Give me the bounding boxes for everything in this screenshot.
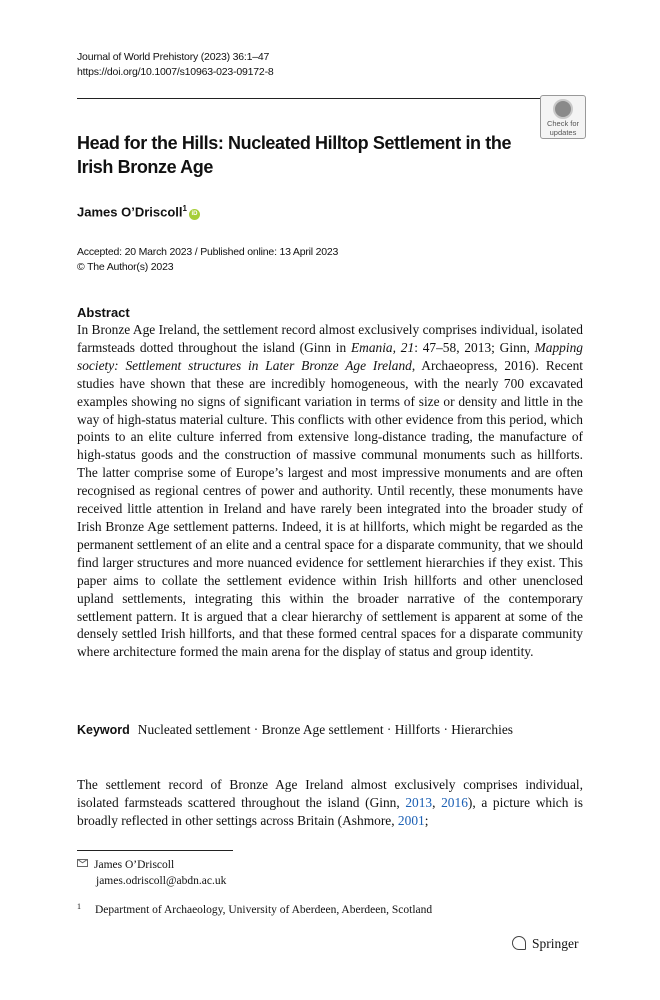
intro-part-3: ), a picture which is broadly reflected in other settings across Britain (Ashmore, xyxy=(77,794,583,828)
publisher-name: Springer xyxy=(532,936,579,951)
abstract-text xyxy=(77,321,583,661)
abstract-emania: Emania, 21 xyxy=(350,339,415,355)
abstract-part-1: In Bronze Age Ireland, the settlement record almost exclusively comprises individual, isolated farmsteads dotted throughout the island (Ginn in xyxy=(77,322,583,355)
abstract-part-3: , Archaeopress, 2016). Recent studies have shown that these are incredibly homogeneous, with the nearly 700 excavated examples showing no signs of significant variation in terms of size or density and little in the way of high-status material culture. This conflicts with other evidence from this period, which points to an elite culture inferred from extensive long-distance trading, the manufacture of high-status goods and the construction of massive communal monuments such as hillforts. The latter comprise some of Europe’s largest and most impressive monuments and are often recognised as regional centres of power and authority. Until recently, these monuments have received little attention in Ireland and have rarely been integrated into the broader study of Irish Bronze Age settlement patterns. Indeed, it is at hillforts, which might be regarded as the permanent settlement of an elite and a central space for a disparate community, that we should find larger structures and more nuanced evidence for settlement hierarchies if they exist. This paper aims to collate the settlement evidence within Irish hillforts and other unenclosed upland settlements, integrating this within the broader narrative of the contemporary settlement pattern. It is argued that a clear hierarchy of settlement is apparent at some of the densely settled Irish hillforts, and that these formed central spaces for a disparate community where architecture formed the main arena for the display of status and group identity. xyxy=(77,357,584,660)
ref-2016-link[interactable]: 2016 xyxy=(441,794,468,810)
header-rule xyxy=(77,98,583,99)
abstract-part-2: : 47–58, 2013; Ginn, xyxy=(414,339,535,355)
springer-logo xyxy=(512,936,579,952)
abstract-heading: Abstract xyxy=(77,305,130,320)
paper-title: Head for the Hills: Nucleated Hilltop Settlement in the Irish Bronze Age xyxy=(77,133,512,177)
author-name[interactable]: James O’Driscoll xyxy=(77,204,183,220)
ref-2013-link[interactable]: 2013 xyxy=(405,794,433,810)
keywords-text: Nucleated settlement · Bronze Age settlement · Hillforts · Hierarchies xyxy=(137,722,513,737)
copyright: © The Author(s) 2023 xyxy=(77,261,174,273)
corresponding-email[interactable]: james.odriscoll@abdn.ac.uk xyxy=(96,875,227,887)
publication-dates xyxy=(77,245,338,275)
envelope-icon xyxy=(77,859,88,867)
badge-line-2: updates xyxy=(549,128,577,137)
correspondence xyxy=(77,857,226,889)
ref-2001-link[interactable]: 2001 xyxy=(397,812,425,828)
intro-part-4: ; xyxy=(424,812,429,828)
journal-header xyxy=(77,50,274,80)
keywords-label: Keyword xyxy=(77,723,130,737)
intro-paragraph xyxy=(77,776,583,830)
badge-line-1: Check for xyxy=(546,119,580,128)
affiliation-mark: 1 xyxy=(77,902,81,911)
footnote-rule xyxy=(77,850,233,851)
accepted-published: Accepted: 20 March 2023 / Published online: 13 April 2023 xyxy=(77,246,339,258)
author-line xyxy=(77,204,200,220)
corresponding-author: James O’Driscoll xyxy=(94,859,175,871)
journal-citation: Journal of World Prehistory (2023) 36:1–47 xyxy=(77,51,270,63)
affiliation-text: Department of Archaeology, University of Aberdeen, Aberdeen, Scotland xyxy=(95,904,433,916)
affiliation xyxy=(77,899,432,918)
intro-part-1: The settlement record of Bronze Age Ireland almost exclusively comprises individual, isolated farmsteads scattered throughout the island (Ginn, xyxy=(77,777,583,810)
journal-doi[interactable]: https://doi.org/10.1007/s10963-023-09172-8 xyxy=(77,66,274,78)
keywords xyxy=(77,721,513,739)
orcid-icon[interactable]: iD xyxy=(189,209,200,220)
abstract-mapping-society: Mapping society: Settlement structures in Later Bronze Age Ireland xyxy=(77,339,583,373)
update-icon xyxy=(553,99,573,119)
author-affiliation-mark: 1 xyxy=(182,204,187,213)
springer-horse-icon xyxy=(512,936,526,950)
intro-part-2: , xyxy=(432,794,442,810)
